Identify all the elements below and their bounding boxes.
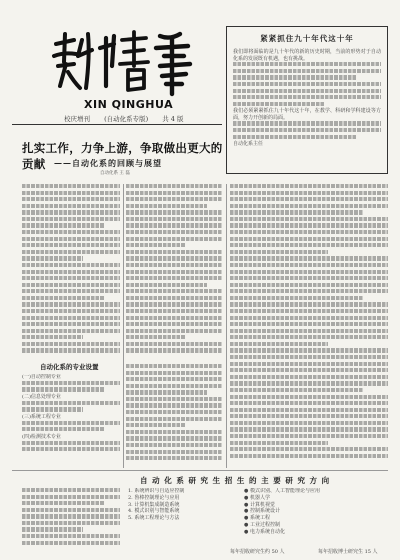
sidebar-text-block xyxy=(233,62,381,106)
list-item: ● 电力系统自动化 xyxy=(244,528,285,535)
list-item: (二)信息处理专业 xyxy=(22,393,61,400)
list-item: ● 模式识别、人工智能理论与应用 xyxy=(244,488,320,494)
column-divider xyxy=(123,184,124,468)
enrollment-list xyxy=(244,488,388,544)
sidebar-paragraph: 我们即将面临的是九十年代的新的历史时期，当前的形势对于自动化系的发展既有机遇，也有挑战。 xyxy=(233,49,381,62)
headline: 扎实工作，力争上游，争取做出更大的贡献 xyxy=(22,141,223,171)
list-item: 2. 鲁棒控制理论与应用 xyxy=(128,494,180,501)
list-item: 4. 模式识别与智能系统 xyxy=(128,508,180,515)
article-column-2 xyxy=(126,184,222,360)
specialties-list xyxy=(22,374,120,470)
research-directions-list xyxy=(128,488,230,550)
sidebar-title: 紧紧抓住九十年代这十年 xyxy=(260,34,354,43)
subheadline: ——自动化系的回顾与展望 xyxy=(54,158,162,168)
issue-info xyxy=(64,114,196,123)
bottom-section-title: 自 动 化 系 研 究 生 招 生 的 主 要 研 究 方 向 xyxy=(140,476,331,485)
list-item: ● 工业过程控制 xyxy=(244,521,280,528)
column-divider xyxy=(226,184,227,468)
footer-right: 每年招收博士研究生 15 人 xyxy=(318,549,378,555)
article-column-1 xyxy=(22,184,120,360)
list-item: ● 机器人学 xyxy=(244,494,270,501)
sidebar-text-block xyxy=(233,121,381,138)
article-column-3 xyxy=(230,184,388,464)
masthead-logo xyxy=(48,26,198,98)
list-item: (一)自动控制专业 xyxy=(22,374,61,380)
list-item: (三)系统工程专业 xyxy=(22,413,61,420)
sidebar-paragraph: 我们必须紧紧抓住九十年代这十年，在教学、科研和学科建设等方面，努力开创新的局面。 xyxy=(233,108,381,121)
masthead-pinyin: XIN QINGHUA xyxy=(84,98,174,111)
sidebar-box xyxy=(226,26,388,174)
list-item: (四)检测技术专业 xyxy=(22,433,61,440)
section-title-specialties: 自动化系的专业设置 xyxy=(40,363,99,371)
article-column-2-lower xyxy=(126,364,222,468)
list-item: 3. 计算机集成制造系统 xyxy=(128,501,180,508)
masthead xyxy=(40,26,210,122)
issue-pages: 共 4 版 xyxy=(162,115,184,123)
list-item: ● 系统工程 xyxy=(244,515,270,522)
sidebar-body xyxy=(233,49,381,148)
masthead-rule xyxy=(12,124,222,125)
byline: 自动化系 王 磊 xyxy=(100,171,130,176)
footer-left: 每年招收研究生约 50 人 xyxy=(230,549,285,555)
bottom-left-column xyxy=(22,488,120,550)
sidebar-signature: 自动化系主任 xyxy=(233,141,264,148)
list-item: ● 计算机视觉 xyxy=(244,501,275,508)
issue-department: (自动化系专版) xyxy=(104,115,149,123)
list-item: 5. 系统工程理论与方法 xyxy=(128,515,180,522)
bottom-rule xyxy=(12,470,388,471)
list-item: ● 控制系统设计 xyxy=(244,508,280,515)
issue-label: 校庆增刊 xyxy=(64,115,90,123)
list-item: 1. 系统辨识与自适应控制 xyxy=(128,488,185,494)
